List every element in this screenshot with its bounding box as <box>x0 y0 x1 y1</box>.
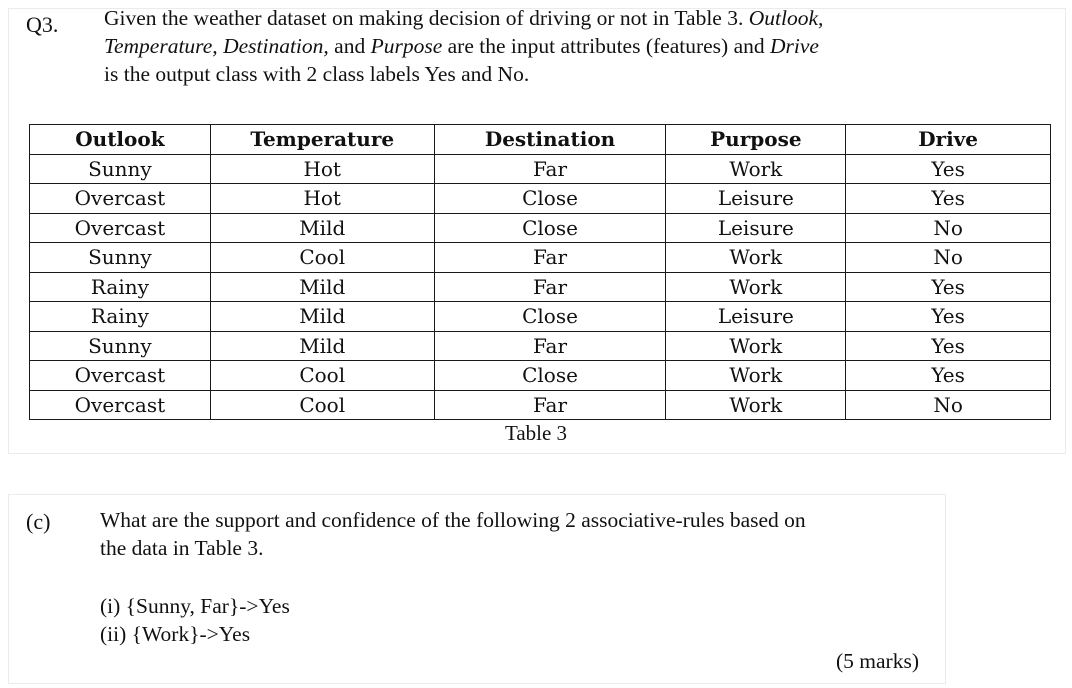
table-row <box>30 243 1051 273</box>
cell-destination: Far <box>434 154 666 184</box>
cell-outlook: Rainy <box>30 272 211 302</box>
cell-destination: Far <box>434 272 666 302</box>
cell-drive: No <box>846 243 1051 273</box>
table-row <box>30 302 1051 332</box>
weather-data-table <box>29 124 1051 420</box>
table-caption: Table 3 <box>504 421 568 445</box>
rule-item: (i) {Sunny, Far}->Yes <box>100 594 290 618</box>
table-row <box>30 272 1051 302</box>
table-row <box>30 154 1051 184</box>
cell-drive: Yes <box>846 272 1051 302</box>
cell-purpose: Leisure <box>666 213 846 243</box>
cell-destination: Close <box>434 361 666 391</box>
cell-purpose: Work <box>666 390 846 420</box>
cell-drive: Yes <box>846 361 1051 391</box>
cell-drive: Yes <box>846 302 1051 332</box>
part-c-line-2: the data in Table 3. <box>100 536 264 560</box>
table-header-row <box>30 125 1051 155</box>
cell-purpose: Work <box>666 331 846 361</box>
cell-purpose: Work <box>666 154 846 184</box>
marks-label: (5 marks) <box>836 649 919 673</box>
cell-outlook: Overcast <box>30 390 211 420</box>
cell-outlook: Overcast <box>30 361 211 391</box>
header-drive: Drive <box>846 125 1051 155</box>
cell-destination: Close <box>434 302 666 332</box>
cell-drive: No <box>846 390 1051 420</box>
cell-destination: Far <box>434 243 666 273</box>
cell-temperature: Cool <box>210 361 434 391</box>
cell-drive: Yes <box>846 331 1051 361</box>
cell-drive: Yes <box>846 184 1051 214</box>
cell-drive: Yes <box>846 154 1051 184</box>
part-c-question <box>100 506 920 562</box>
cell-temperature: Cool <box>210 243 434 273</box>
cell-outlook: Overcast <box>30 184 211 214</box>
cell-outlook: Rainy <box>30 302 211 332</box>
header-temperature: Temperature <box>210 125 434 155</box>
cell-purpose: Leisure <box>666 184 846 214</box>
header-purpose: Purpose <box>666 125 846 155</box>
table-row <box>30 184 1051 214</box>
cell-outlook: Sunny <box>30 154 211 184</box>
question-line-2: Temperature, Destination, and Purpose are the input attributes (features) and Drive <box>104 34 819 58</box>
rules-list <box>100 592 290 648</box>
header-destination: Destination <box>434 125 666 155</box>
table-row <box>30 361 1051 391</box>
cell-temperature: Cool <box>210 390 434 420</box>
cell-purpose: Leisure <box>666 302 846 332</box>
table-row <box>30 213 1051 243</box>
cell-destination: Close <box>434 213 666 243</box>
question-line-3: is the output class with 2 class labels Yes and No. <box>104 62 530 86</box>
cell-destination: Far <box>434 331 666 361</box>
cell-temperature: Mild <box>210 331 434 361</box>
cell-destination: Close <box>434 184 666 214</box>
part-c-label: (c) <box>26 509 51 534</box>
cell-outlook: Sunny <box>30 331 211 361</box>
table-row <box>30 331 1051 361</box>
rule-item: (ii) {Work}->Yes <box>100 622 251 646</box>
table-row <box>30 390 1051 420</box>
part-c-line-1: What are the support and confidence of the following 2 associative-rules based on <box>100 508 806 532</box>
cell-purpose: Work <box>666 243 846 273</box>
cell-purpose: Work <box>666 272 846 302</box>
cell-purpose: Work <box>666 361 846 391</box>
cell-temperature: Hot <box>210 184 434 214</box>
cell-temperature: Hot <box>210 154 434 184</box>
cell-destination: Far <box>434 390 666 420</box>
cell-temperature: Mild <box>210 302 434 332</box>
header-outlook: Outlook <box>30 125 211 155</box>
question-text <box>104 4 984 88</box>
cell-outlook: Sunny <box>30 243 211 273</box>
question-line-1: Given the weather dataset on making decision of driving or not in Table 3. Outlook, <box>104 6 824 30</box>
question-number: Q3. <box>26 12 59 37</box>
cell-temperature: Mild <box>210 272 434 302</box>
cell-outlook: Overcast <box>30 213 211 243</box>
cell-drive: No <box>846 213 1051 243</box>
cell-temperature: Mild <box>210 213 434 243</box>
